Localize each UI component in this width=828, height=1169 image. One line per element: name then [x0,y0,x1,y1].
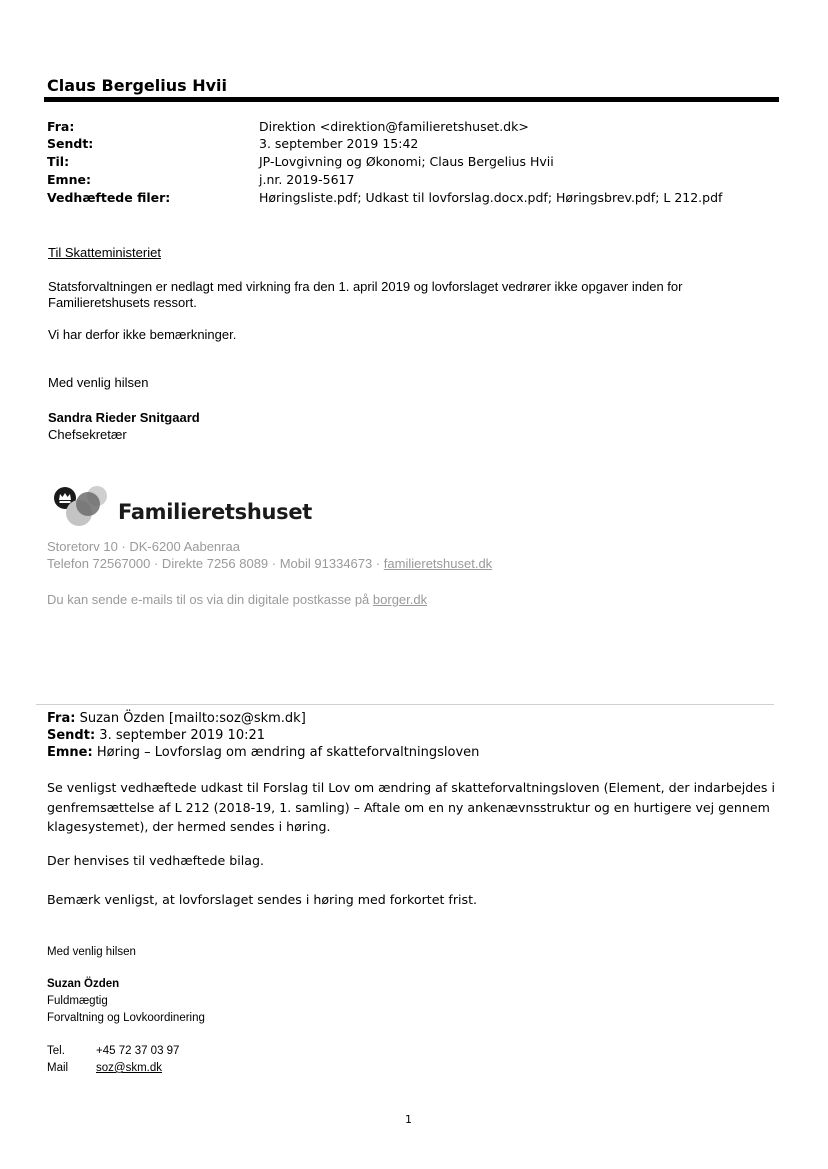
forwarded-sender-name: Suzan Özden [47,978,120,990]
forwarded-from-label: Fra: [47,711,76,726]
signature-phone-line [47,556,492,571]
forwarded-paragraph-2: Der henvises til vedhæftede bilag. [47,853,264,868]
forwarded-sent-value: 3. september 2019 10:21 [99,728,266,743]
addressee: Til Skatteministeriet [48,245,161,260]
forwarded-paragraph-1: Se venligst vedhæftede udkast til Forslag til Lov om ændring af skatteforvaltningsloven (Element, der indarbejdes i genfremsættelse af L 212 (2018-19, 1. samling) – Aftale om en ny ankenævnsstruktur og en hurtigere vej gennem klagesystemet), der hermed sendes i høring. [47,780,775,834]
forwarded-sent-line [47,728,265,745]
reply-paragraph-line-1: Statsforvaltningen er nedlagt med virkning fra den 1. april 2019 og lovforslaget vedrører ikke opgaver inden for [48,279,683,294]
digital-mail-text: Du kan sende e-mails til os via din digitale postkasse på [47,592,373,607]
forwarded-subject-value: Høring – Lovforslag om ændring af skatteforvaltningsloven [96,745,480,760]
reply-sender-name: Sandra Rieder Snitgaard [48,410,200,425]
borger-link[interactable]: borger.dk [372,592,428,607]
reply-paragraph-line-2: Familieretshusets ressort. [48,295,197,310]
page-title: Claus Bergelius Hvii [47,76,227,95]
logo-wordmark: Familieretshuset [118,500,313,524]
sent-value: 3. september 2019 15:42 [259,136,419,151]
mail-label: Mail [47,1062,69,1074]
reply-sender-title: Chefsekretær [48,427,127,442]
signature-phones: Telefon 72567000 · Direkte 7256 8089 · Mobil 91334673 · [47,556,384,571]
forwarded-subject-label: Emne: [47,745,93,760]
forwarded-from-value: Suzan Özden [mailto:soz@skm.dk] [79,711,306,726]
forward-separator [36,704,774,705]
subject-value: j.nr. 2019-5617 [259,172,355,187]
website-link[interactable]: familieretshuset.dk [383,556,493,571]
forwarded-paragraph-3: Bemærk venligst, at lovforslaget sendes i høring med forkortet frist. [47,892,478,907]
sent-label: Sendt: [47,136,94,151]
mail-link[interactable]: soz@skm.dk [96,1062,162,1074]
tel-label: Tel. [47,1045,65,1057]
to-label: Til: [47,154,70,169]
attachments-value: Høringsliste.pdf; Udkast til lovforslag.docx.pdf; Høringsbrev.pdf; L 212.pdf [259,190,723,205]
forwarded-from-line [47,711,306,728]
familieretshuset-logo [52,485,122,529]
tel-value: +45 72 37 03 97 [96,1045,180,1057]
to-value: JP-Lovgivning og Økonomi; Claus Bergelius Hvii [259,154,554,169]
from-value: Direktion <direktion@familieretshuset.dk> [259,119,529,134]
page-number: 1 [405,1113,412,1126]
signature-address: Storetorv 10 · DK-6200 Aabenraa [47,539,240,554]
forwarded-sender-title: Fuldmægtig [47,995,108,1007]
from-label: Fra: [47,119,75,134]
forwarded-sent-label: Sendt: [47,728,96,743]
crown-logo-icon [52,485,122,529]
attachments-label: Vedhæftede filer: [47,190,171,205]
forwarded-sender-department: Forvaltning og Lovkoordinering [47,1012,205,1024]
subject-label: Emne: [47,172,91,187]
title-divider [44,97,779,102]
signature-digital-line [47,592,427,607]
forwarded-greeting: Med venlig hilsen [47,946,136,958]
reply-paragraph-2: Vi har derfor ikke bemærkninger. [48,327,237,342]
forwarded-subject-line [47,745,479,762]
reply-greeting: Med venlig hilsen [48,375,149,390]
